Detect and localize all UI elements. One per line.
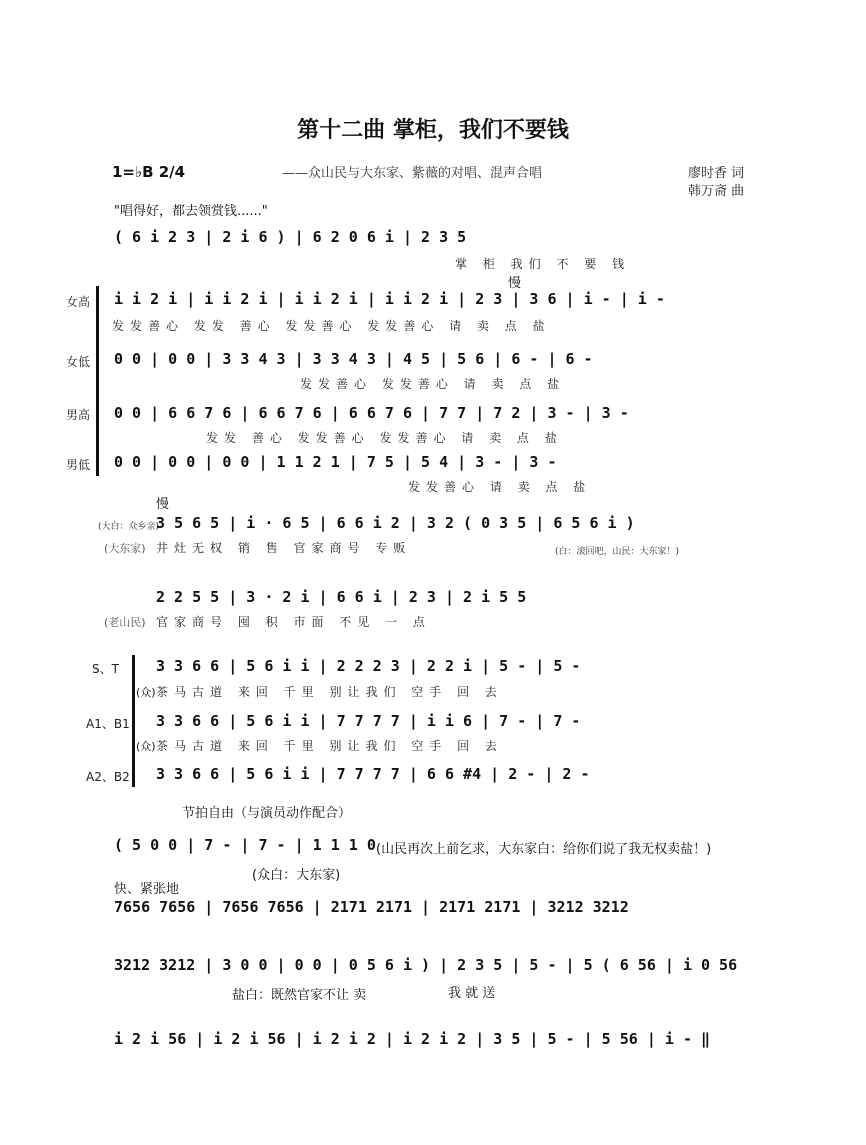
tempo-marking: 慢 [508, 276, 522, 291]
notation-line: 0 0 | 0 0 | 3 3 4 3 | 3 3 4 3 | 4 5 | 5 6 | 6 - | 6 - [114, 350, 593, 368]
part-label: 女低 [66, 355, 91, 369]
part-label: A2、B2 [86, 770, 130, 784]
intro-note: "唱得好，都去领赏钱......" [114, 204, 268, 219]
notation-line: 3 5 6 5 | i · 6 5 | 6 6 i 2 | 3 2 ( 0 3 5 | 6 5 6 i ) [156, 514, 635, 532]
part-label: 男低 [66, 458, 91, 472]
chorus-prefix: (众) [136, 740, 156, 753]
lyrics-line: 发发善心 发发善心 请 卖 点 盐 [300, 377, 566, 391]
aside-note: (众白：大东家) [252, 868, 341, 883]
lyrics-line: 发发善心 请 卖 点 盐 [408, 480, 592, 494]
notation-line: 3 3 6 6 | 5 6 i i | 2 2 2 3 | 2 2 i | 5 - | 5 - [156, 657, 581, 675]
notation-line: 3 3 6 6 | 5 6 i i | 7 7 7 7 | 6 6 #4 | 2 - | 2 - [156, 765, 590, 783]
page-title: 第十二曲 掌柜，我们不要钱 [297, 118, 569, 143]
performance-direction: 节拍自由（与演员动作配合） [182, 806, 352, 821]
notation-line: i i 2 i | i i 2 i | i i 2 i | i i 2 i | 2 3 | 3 6 | i - | i - [114, 290, 665, 308]
aside-note: 盐白：既然官家不让 卖 [232, 988, 367, 1003]
key-signature: 1=♭B 2/4 [112, 163, 186, 181]
system-1 [0, 228, 866, 254]
lyrics-line: 茶马古道 来回 千里 别让我们 空手 回 去 [156, 739, 503, 753]
tempo-marking: 快、紧张地 [114, 882, 180, 897]
notation-line: ( 5 0 0 | 7 - | 7 - | 1 1 1 0 [114, 836, 376, 854]
notation-line: 2 2 5 5 | 3 · 2 i | 6 6 i | 2 3 | 2 i 5 5 [156, 588, 527, 606]
role-label: (老山民) [104, 616, 146, 629]
lyrics-line: 发发善心 发发 善心 发发善心 发发善心 请 卖 点 盐 [112, 319, 551, 333]
part-label: 男高 [66, 408, 91, 422]
lyrics-line: 发发 善心 发发善心 发发善心 请 卖 点 盐 [206, 431, 563, 445]
aside-note: (大白：众乡亲) [98, 522, 160, 532]
notation-line: 3212 3212 | 3 0 0 | 0 0 | 0 5 6 i ) | 2 3 5 | 5 - | 5 ( 6 56 | i 0 56 [114, 956, 738, 974]
lyrics-line: 井灶无权 销 售 官家商号 专贩 [156, 541, 412, 555]
aside-note: (山民再次上前乞求，大东家白：给你们说了我无权卖盐！) [376, 842, 712, 857]
aside-note: (白：滚回吧，山民：大东家！) [555, 547, 680, 557]
notation-line: ( 6 i 2 3 | 2 i 6 ) | 6 2 0 6 i | 2 3 5 [114, 228, 467, 246]
system-bracket [132, 655, 135, 787]
part-label: S、T [92, 662, 119, 676]
lyrics-line: 掌 柜 我们 不 要 钱 [455, 257, 631, 271]
notation-line: 3 3 6 6 | 5 6 i i | 7 7 7 7 | i i 6 | 7 - | 7 - [156, 712, 581, 730]
lyricist-credit: 廖时香 词 [688, 166, 745, 181]
composer-credit: 韩万斋 曲 [688, 184, 745, 199]
chorus-prefix: (众) [136, 686, 156, 699]
notation-line: 0 0 | 0 0 | 0 0 | 1 1 2 1 | 7 5 | 5 4 | 3 - | 3 - [114, 453, 557, 471]
part-label: 女高 [66, 295, 91, 309]
lyrics-line: 我 就 送 [448, 986, 496, 1001]
tempo-marking: 慢 [156, 497, 170, 512]
lyrics-line: 官家商号 囤 积 市面 不见 一 点 [156, 615, 431, 629]
subtitle: ——众山民与大东家、紫薇的对唱、混声合唱 [282, 166, 543, 181]
notation-line: i 2 i 56 | i 2 i 56 | i 2 i 2 | i 2 i 2 | 3 5 | 5 - | 5 56 | i - ‖ [114, 1030, 711, 1048]
notation-line: 7656 7656 | 7656 7656 | 2171 2171 | 2171 2171 | 3212 3212 [114, 898, 629, 916]
role-label: (大东家) [104, 542, 146, 555]
system-bracket [96, 286, 99, 476]
part-label: A1、B1 [86, 717, 130, 731]
lyrics-line: 茶马古道 来回 千里 别让我们 空手 回 去 [156, 685, 503, 699]
notation-line: 0 0 | 6 6 7 6 | 6 6 7 6 | 6 6 7 6 | 7 7 | 7 2 | 3 - | 3 - [114, 404, 629, 422]
